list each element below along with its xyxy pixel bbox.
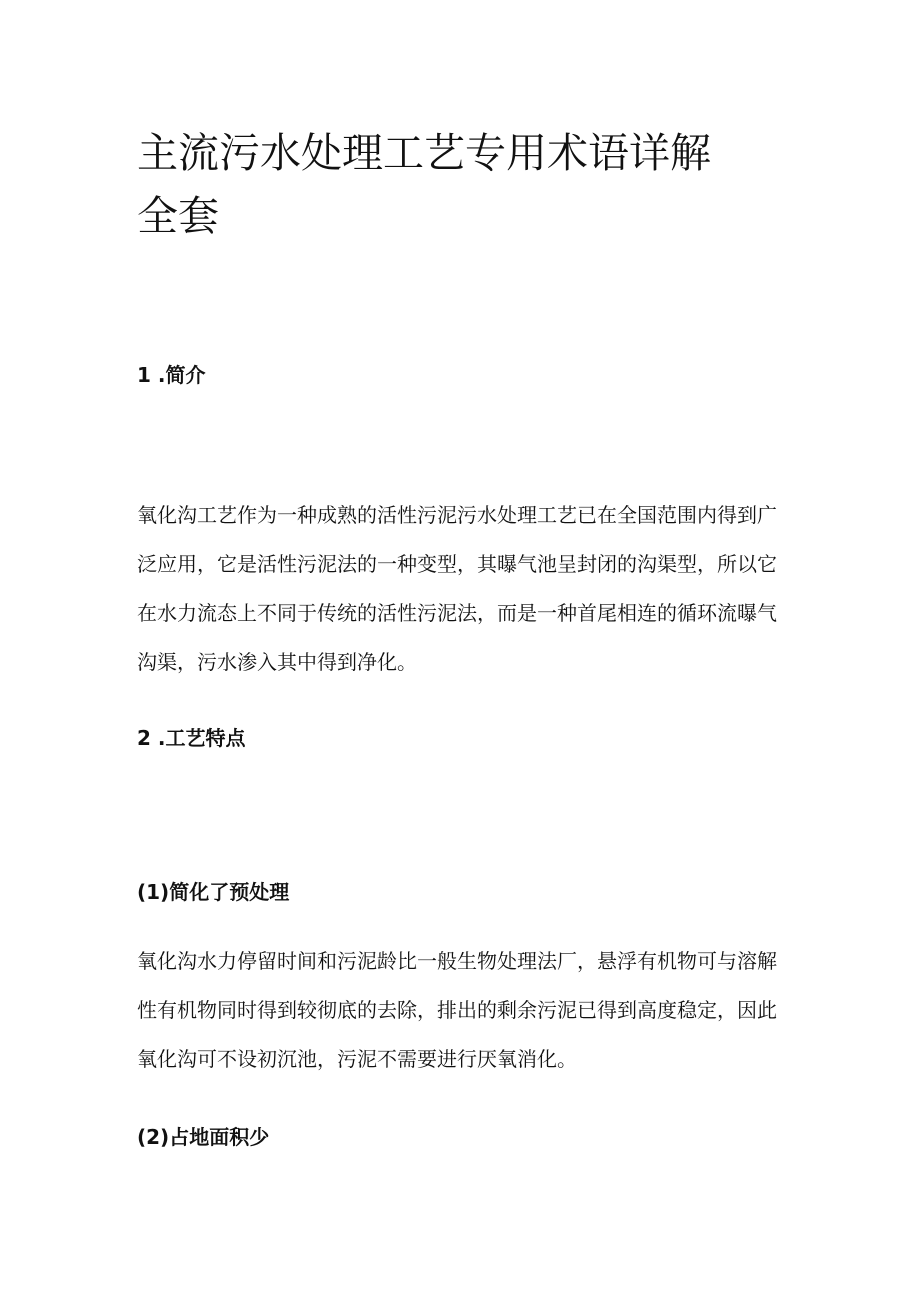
title-line-2: 全套	[137, 192, 219, 240]
subheading-simplified-pretreatment: (1)简化了预处理	[137, 880, 290, 904]
paragraph-line: 泛应用，它是活性污泥法的一种变型，其曝气池呈封闭的沟渠型，所以它	[137, 552, 777, 576]
paragraph-line: 在水力流态上不同于传统的活性污泥法，而是一种首尾相连的循环流曝气	[137, 601, 777, 625]
paragraph-line: 氧化沟可不设初沉池，污泥不需要进行厌氧消化。	[137, 1047, 577, 1071]
paragraph-line: 性有机物同时得到较彻底的去除，排出的剩余污泥已得到高度稳定，因此	[137, 998, 777, 1022]
section-heading-intro: 1 .简介	[137, 363, 206, 387]
paragraph-line: 沟渠，污水渗入其中得到净化。	[137, 650, 417, 674]
pretreatment-paragraph	[137, 937, 787, 1084]
title-line-1: 主流污水处理工艺专用术语详解	[137, 129, 711, 177]
paragraph-line: 氧化沟水力停留时间和污泥龄比一般生物处理法厂，悬浮有机物可与溶解	[137, 949, 777, 973]
paragraph-line: 氧化沟工艺作为一种成熟的活性污泥污水处理工艺已在全国范围内得到广	[137, 503, 777, 527]
section-heading-features: 2 .工艺特点	[137, 726, 246, 750]
document-title	[137, 122, 757, 248]
intro-paragraph	[137, 491, 787, 687]
subheading-small-footprint: (2)占地面积少	[137, 1125, 270, 1149]
